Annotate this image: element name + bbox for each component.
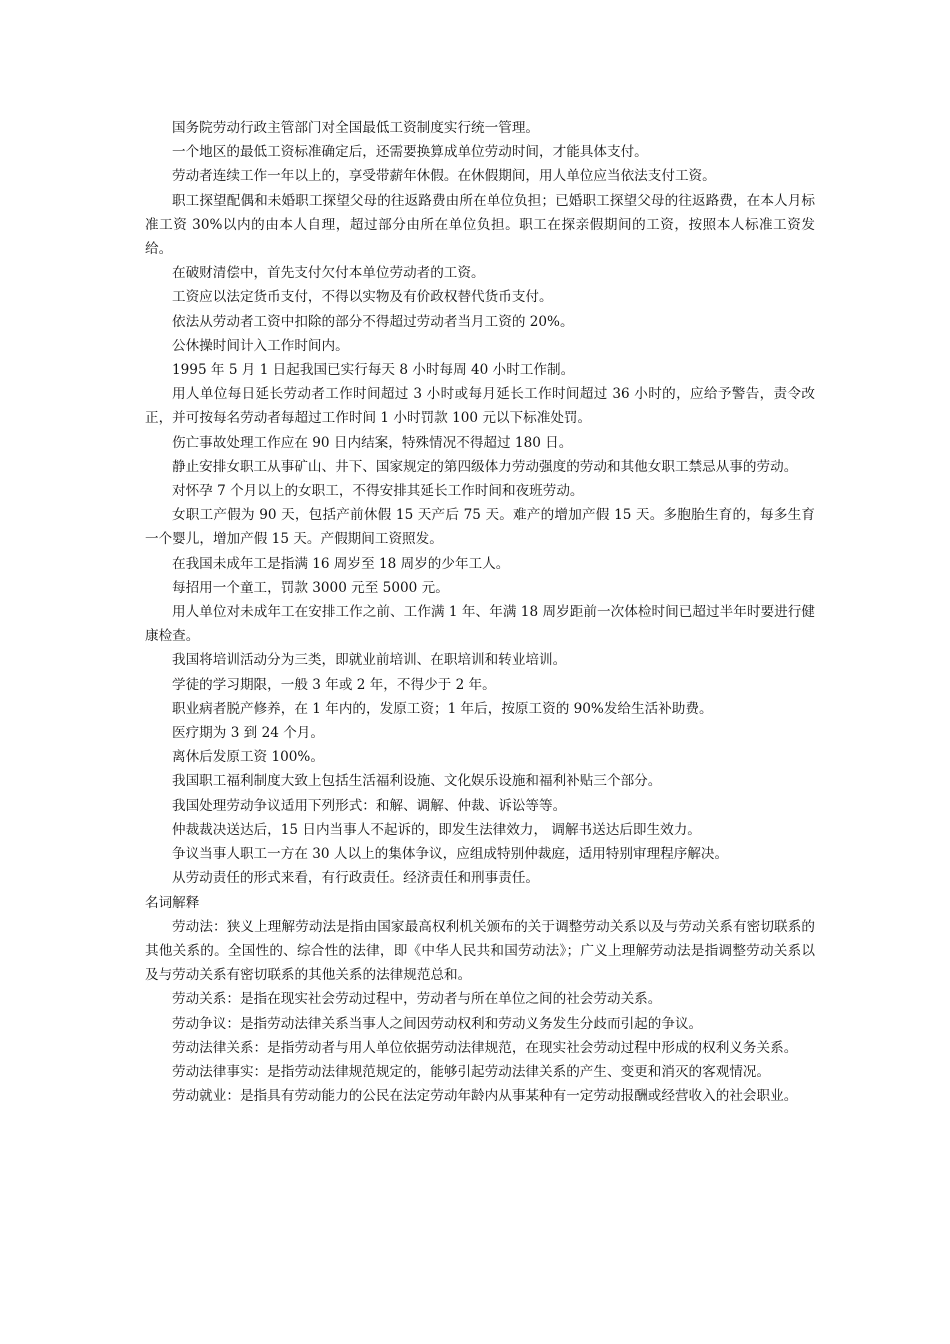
definition-paragraph: 劳动法：狭义上理解劳动法是指由国家最高权利机关颁布的关于调整劳动关系以及与劳动关系有密切联系的其他关系的。全国性的、综合性的法律，即《中华人民共和国劳动法》；广义上理解劳动法是指调整劳动关系以及与劳动关系有密切联系的其他关系的法律规范总和。 — [145, 918, 815, 984]
paragraph: 医疗期为 3 到 24 个月。 — [172, 725, 324, 742]
definition-paragraph: 劳动法律事实：是指劳动法律规范规定的，能够引起劳动法律关系的产生、变更和消灭的客观情况。 — [172, 1063, 771, 1080]
paragraph: 争议当事人职工一方在 30 人以上的集体争议，应组成特别仲裁庭，适用特别审理程序解决。 — [172, 846, 729, 863]
paragraph: 伤亡事故处理工作应在 90 日内结案，特殊情况不得超过 180 日。 — [172, 434, 573, 451]
paragraph: 静止安排女职工从事矿山、井下、国家规定的第四级体力劳动强度的劳动和其他女职工禁忌从事的劳动。 — [172, 458, 798, 475]
paragraph: 我国处理劳动争议适用下列形式：和解、调解、仲裁、诉讼等等。 — [172, 797, 567, 814]
paragraph: 离休后发原工资 100%。 — [172, 749, 324, 766]
section-heading: 名词解释 — [145, 894, 200, 911]
paragraph: 一个地区的最低工资标准确定后，还需要换算成单位劳动时间，才能具体支付。 — [172, 144, 648, 161]
paragraph: 公休操时间计入工作时间内。 — [172, 337, 349, 354]
paragraph: 从劳动责任的形式来看，有行政责任。经济责任和刑事责任。 — [172, 870, 540, 887]
document-body — [145, 116, 815, 1108]
paragraph: 仲裁裁决送达后，15 日内当事人不起诉的，即发生法律效力， 调解书送达后即生效力。 — [172, 821, 701, 838]
paragraph: 工资应以法定货币支付，不得以实物及有价政权替代货币支付。 — [172, 289, 553, 306]
paragraph: 对怀孕 7 个月以上的女职工，不得安排其延长工作时间和夜班劳动。 — [172, 483, 584, 500]
paragraph: 在破财清偿中，首先支付欠付本单位劳动者的工资。 — [172, 265, 485, 282]
paragraph: 职业病者脱产修养，在 1 年内的，发原工资；1 年后，按原工资的 90%发给生活补助费。 — [172, 700, 713, 717]
paragraph: 职工探望配偶和未婚职工探望父母的往返路费由所在单位负担；已婚职工探望父母的往返路费，在本人月标准工资 30%以内的由本人自理，超过部分由所在单位负担。职工在探亲假期间的工资，按照本人标准工资发给。 — [145, 192, 815, 258]
paragraph: 依法从劳动者工资中扣除的部分不得超过劳动者当月工资的 20%。 — [172, 313, 574, 330]
paragraph: 我国将培训活动分为三类，即就业前培训、在职培训和转业培训。 — [172, 652, 567, 669]
paragraph: 每招用一个童工，罚款 3000 元至 5000 元。 — [172, 579, 449, 596]
paragraph: 学徒的学习期限，一般 3 年或 2 年，不得少于 2 年。 — [172, 676, 496, 693]
paragraph: 女职工产假为 90 天，包括产前休假 15 天产后 75 天。难产的增加产假 15 天。多胞胎生育的，每多生育一个婴儿，增加产假 15 天。产假期间工资照发。 — [145, 507, 815, 548]
definition-paragraph: 劳动法律关系：是指劳动者与用人单位依据劳动法律规范，在现实社会劳动过程中形成的权利义务关系。 — [172, 1039, 798, 1056]
paragraph: 用人单位每日延长劳动者工作时间超过 3 小时或每月延长工作时间超过 36 小时的，应给予警告，责令改正，并可按每名劳动者每超过工作时间 1 小时罚款 100 元以下标准处罚。 — [145, 386, 815, 427]
paragraph: 劳动者连续工作一年以上的，享受带薪年休假。在休假期间，用人单位应当依法支付工资。 — [172, 168, 716, 185]
paragraph: 1995 年 5 月 1 日起我国已实行每天 8 小时每周 40 小时工作制。 — [172, 362, 575, 379]
definition-paragraph: 劳动就业：是指具有劳动能力的公民在法定劳动年龄内从事某种有一定劳动报酬或经营收入的社会职业。 — [172, 1088, 798, 1105]
definition-paragraph: 劳动关系：是指在现实社会劳动过程中，劳动者与所在单位之间的社会劳动关系。 — [172, 991, 662, 1008]
paragraph: 在我国未成年工是指满 16 周岁至 18 周岁的少年工人。 — [172, 555, 510, 572]
paragraph: 用人单位对未成年工在安排工作之前、工作满 1 年、年满 18 周岁距前一次体检时间已超过半年时要进行健康检查。 — [145, 604, 815, 645]
paragraph: 我国职工福利制度大致上包括生活福利设施、文化娱乐设施和福利补贴三个部分。 — [172, 773, 662, 790]
definition-paragraph: 劳动争议：是指劳动法律关系当事人之间因劳动权利和劳动义务发生分歧而引起的争议。 — [172, 1015, 703, 1032]
paragraph: 国务院劳动行政主管部门对全国最低工资制度实行统一管理。 — [172, 120, 540, 136]
